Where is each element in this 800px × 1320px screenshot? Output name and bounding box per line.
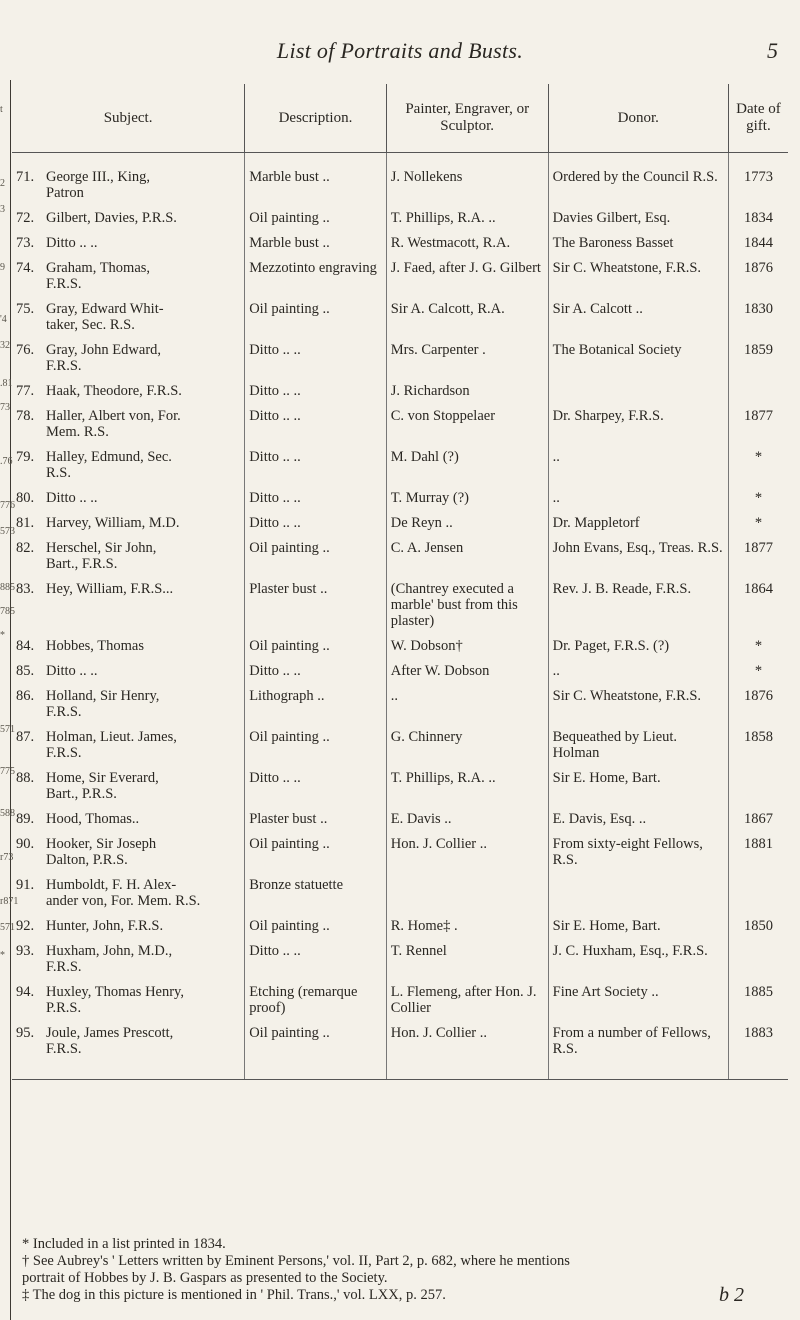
cell-donor: Dr. Mappletorf bbox=[548, 508, 728, 533]
entry-number: 91. bbox=[16, 877, 35, 893]
subject-continuation: Dalton, P.R.S. bbox=[46, 852, 128, 868]
margin-note: 571 bbox=[0, 724, 15, 735]
cell-artist: C. A. Jensen bbox=[386, 533, 548, 574]
cell-date: 1859 bbox=[728, 335, 788, 376]
cell-description: Oil painting .. bbox=[245, 722, 387, 763]
page-number: 5 bbox=[767, 38, 778, 63]
subject-name: Hood, Thomas.. bbox=[46, 811, 140, 827]
cell-donor: .. bbox=[548, 442, 728, 483]
table-row bbox=[12, 203, 788, 228]
cell-date: 1850 bbox=[728, 911, 788, 936]
subject-name: Humboldt, F. H. Alex- bbox=[46, 877, 177, 893]
subject-continuation: taker, Sec. R.S. bbox=[46, 317, 135, 333]
subject-name: Haller, Albert von, For. bbox=[46, 408, 181, 424]
cell-description: Ditto .. .. bbox=[245, 763, 387, 804]
cell-donor: .. bbox=[548, 483, 728, 508]
margin-note: 588 bbox=[0, 808, 15, 819]
table-row bbox=[12, 153, 788, 204]
table-row bbox=[12, 1018, 788, 1080]
margin-note: * bbox=[0, 950, 5, 961]
subject-name: Ditto .. .. bbox=[46, 663, 98, 679]
cell-date: 1834 bbox=[728, 203, 788, 228]
subject-name: Halley, Edmund, Sec. bbox=[46, 449, 172, 465]
cell-date: 1867 bbox=[728, 804, 788, 829]
cell-artist: L. Flemeng, after Hon. J. Collier bbox=[386, 977, 548, 1018]
cell-artist: C. von Stoppelaer bbox=[386, 401, 548, 442]
cell-description: Oil painting .. bbox=[245, 533, 387, 574]
subject-name: Holland, Sir Henry, bbox=[46, 688, 160, 704]
table-row bbox=[12, 763, 788, 804]
margin-note: r871 bbox=[0, 896, 19, 907]
cell-donor: Sir C. Wheatstone, F.R.S. bbox=[548, 253, 728, 294]
cell-date: 1876 bbox=[728, 681, 788, 722]
margin-note: 571 bbox=[0, 922, 15, 933]
subject-name: Holman, Lieut. James, bbox=[46, 729, 177, 745]
cell-description: Oil painting .. bbox=[245, 829, 387, 870]
margin-note: t bbox=[0, 104, 3, 115]
cell-artist: G. Chinnery bbox=[386, 722, 548, 763]
cell-artist: T. Phillips, R.A. .. bbox=[386, 763, 548, 804]
cell-artist: After W. Dobson bbox=[386, 656, 548, 681]
subject-name: Gray, John Edward, bbox=[46, 342, 162, 358]
cell-subject bbox=[12, 253, 245, 294]
cell-subject bbox=[12, 722, 245, 763]
cell-artist: R. Home‡ . bbox=[386, 911, 548, 936]
cell-date: * bbox=[728, 483, 788, 508]
subject-continuation: Bart., F.R.S. bbox=[46, 556, 118, 572]
cell-donor: John Evans, Esq., Treas. R.S. bbox=[548, 533, 728, 574]
footnote-asterisk: * Included in a list printed in 1834. bbox=[22, 1236, 226, 1252]
subject-continuation: F.R.S. bbox=[46, 276, 82, 292]
cell-donor: From sixty-eight Fellows, R.S. bbox=[548, 829, 728, 870]
table-row bbox=[12, 631, 788, 656]
margin-note: 776 bbox=[0, 500, 15, 511]
cell-subject bbox=[12, 442, 245, 483]
cell-subject bbox=[12, 228, 245, 253]
table-row bbox=[12, 574, 788, 631]
cell-subject bbox=[12, 335, 245, 376]
margin-note: 785 bbox=[0, 606, 15, 617]
cell-donor: .. bbox=[548, 656, 728, 681]
signature-mark: b 2 bbox=[719, 1284, 744, 1306]
table-row bbox=[12, 936, 788, 977]
entry-number: 92. bbox=[16, 918, 35, 934]
cell-subject bbox=[12, 681, 245, 722]
cell-subject bbox=[12, 153, 245, 204]
cell-description: Plaster bust .. bbox=[245, 804, 387, 829]
subject-name: George III., King, bbox=[46, 169, 151, 185]
table-row bbox=[12, 253, 788, 294]
subject-name: Ditto .. .. bbox=[46, 235, 98, 251]
cell-date bbox=[728, 763, 788, 804]
table-row bbox=[12, 681, 788, 722]
cell-description: Oil painting .. bbox=[245, 631, 387, 656]
cell-artist: Hon. J. Collier .. bbox=[386, 1018, 548, 1080]
margin-note: 885 bbox=[0, 582, 15, 593]
cell-date: 1844 bbox=[728, 228, 788, 253]
cell-subject bbox=[12, 870, 245, 911]
entry-number: 89. bbox=[16, 811, 35, 827]
cell-subject bbox=[12, 911, 245, 936]
subject-continuation: Bart., P.R.S. bbox=[46, 786, 117, 802]
cell-donor: The Botanical Society bbox=[548, 335, 728, 376]
cell-donor bbox=[548, 376, 728, 401]
cell-date: 1858 bbox=[728, 722, 788, 763]
cell-artist: M. Dahl (?) bbox=[386, 442, 548, 483]
entry-number: 88. bbox=[16, 770, 35, 786]
cell-donor: Dr. Paget, F.R.S. (?) bbox=[548, 631, 728, 656]
entry-number: 90. bbox=[16, 836, 35, 852]
cell-date: 1864 bbox=[728, 574, 788, 631]
entry-number: 74. bbox=[16, 260, 35, 276]
table-row bbox=[12, 804, 788, 829]
cell-artist: Mrs. Carpenter . bbox=[386, 335, 548, 376]
cell-subject bbox=[12, 977, 245, 1018]
header-description: Description. bbox=[245, 84, 387, 153]
cell-donor: J. C. Huxham, Esq., F.R.S. bbox=[548, 936, 728, 977]
header-subject: Subject. bbox=[12, 84, 245, 153]
margin-note: r73 bbox=[0, 852, 14, 863]
footnote-dagger-cont: portrait of Hobbes by J. B. Gaspars as presented to the Society. bbox=[22, 1270, 388, 1286]
entry-number: 72. bbox=[16, 210, 35, 226]
header-donor: Donor. bbox=[548, 84, 728, 153]
cell-artist: Sir A. Calcott, R.A. bbox=[386, 294, 548, 335]
table-row bbox=[12, 442, 788, 483]
cell-date: 1881 bbox=[728, 829, 788, 870]
cell-description: Plaster bust .. bbox=[245, 574, 387, 631]
cell-artist bbox=[386, 870, 548, 911]
table-row bbox=[12, 228, 788, 253]
cell-subject bbox=[12, 804, 245, 829]
table-row bbox=[12, 911, 788, 936]
subject-continuation: F.R.S. bbox=[46, 745, 82, 761]
cell-artist: E. Davis .. bbox=[386, 804, 548, 829]
margin-note: 32 bbox=[0, 340, 10, 351]
subject-name: Huxham, John, M.D., bbox=[46, 943, 173, 959]
entry-number: 87. bbox=[16, 729, 35, 745]
subject-name: Hobbes, Thomas bbox=[46, 638, 145, 654]
cell-date: 1877 bbox=[728, 533, 788, 574]
subject-name: Harvey, William, M.D. bbox=[46, 515, 180, 531]
table-row bbox=[12, 656, 788, 681]
cell-description: Marble bust .. bbox=[245, 228, 387, 253]
cell-artist: J. Nollekens bbox=[386, 153, 548, 204]
cell-subject bbox=[12, 203, 245, 228]
cell-description: Ditto .. .. bbox=[245, 508, 387, 533]
subject-continuation: P.R.S. bbox=[46, 1000, 82, 1016]
entry-number: 94. bbox=[16, 984, 35, 1000]
entry-number: 95. bbox=[16, 1025, 35, 1041]
entry-number: 78. bbox=[16, 408, 35, 424]
cell-subject bbox=[12, 294, 245, 335]
subject-name: Gilbert, Davies, P.R.S. bbox=[46, 210, 177, 226]
cell-artist: .. bbox=[386, 681, 548, 722]
cell-date: 1830 bbox=[728, 294, 788, 335]
cell-description: Etching (remarque proof) bbox=[245, 977, 387, 1018]
portraits-table bbox=[12, 84, 788, 1080]
cell-description: Mezzotinto engraving bbox=[245, 253, 387, 294]
table-row bbox=[12, 722, 788, 763]
cell-subject bbox=[12, 936, 245, 977]
subject-name: Huxley, Thomas Henry, bbox=[46, 984, 184, 1000]
margin-note: '4 bbox=[0, 314, 7, 325]
margin-note: .81 bbox=[0, 378, 13, 389]
entry-number: 85. bbox=[16, 663, 35, 679]
table-row bbox=[12, 829, 788, 870]
cell-description: Oil painting .. bbox=[245, 911, 387, 936]
cell-description: Ditto .. .. bbox=[245, 442, 387, 483]
entry-number: 79. bbox=[16, 449, 35, 465]
margin-note: 73 bbox=[0, 402, 10, 413]
cell-description: Ditto .. .. bbox=[245, 936, 387, 977]
cell-subject bbox=[12, 656, 245, 681]
subject-name: Gray, Edward Whit- bbox=[46, 301, 164, 317]
footnote-double-dagger: ‡ The dog in this picture is mentioned in ' Phil. Trans.,' vol. LXX, p. 257. bbox=[22, 1287, 446, 1303]
subject-continuation: F.R.S. bbox=[46, 704, 82, 720]
table-row bbox=[12, 870, 788, 911]
entry-number: 93. bbox=[16, 943, 35, 959]
table-row bbox=[12, 401, 788, 442]
margin-note: 2 bbox=[0, 178, 5, 189]
cell-date bbox=[728, 936, 788, 977]
subject-name: Hunter, John, F.R.S. bbox=[46, 918, 164, 934]
entry-number: 81. bbox=[16, 515, 35, 531]
cell-subject bbox=[12, 574, 245, 631]
margin-note: 9 bbox=[0, 262, 5, 273]
table-row bbox=[12, 533, 788, 574]
cell-donor: E. Davis, Esq. .. bbox=[548, 804, 728, 829]
entry-number: 77. bbox=[16, 383, 35, 399]
entry-number: 83. bbox=[16, 581, 35, 597]
cell-donor: Rev. J. B. Reade, F.R.S. bbox=[548, 574, 728, 631]
margin-note: 775 bbox=[0, 766, 15, 777]
cell-description: Ditto .. .. bbox=[245, 656, 387, 681]
subject-name: Herschel, Sir John, bbox=[46, 540, 157, 556]
margin-note: 573 bbox=[0, 526, 15, 537]
entry-number: 76. bbox=[16, 342, 35, 358]
table-row bbox=[12, 335, 788, 376]
entry-number: 75. bbox=[16, 301, 35, 317]
entry-number: 71. bbox=[16, 169, 35, 185]
header-artist: Painter, Engraver, or Sculptor. bbox=[386, 84, 548, 153]
cell-date bbox=[728, 376, 788, 401]
subject-continuation: Mem. R.S. bbox=[46, 424, 109, 440]
cell-artist: De Reyn .. bbox=[386, 508, 548, 533]
cell-date: 1885 bbox=[728, 977, 788, 1018]
margin-note: * bbox=[0, 630, 5, 641]
cell-subject bbox=[12, 483, 245, 508]
entry-number: 80. bbox=[16, 490, 35, 506]
cell-date bbox=[728, 870, 788, 911]
subject-continuation: R.S. bbox=[46, 465, 71, 481]
cell-artist: J. Faed, after J. G. Gilbert bbox=[386, 253, 548, 294]
running-title: List of Portraits and Busts. bbox=[276, 38, 524, 63]
cell-description: Ditto .. .. bbox=[245, 376, 387, 401]
cell-subject bbox=[12, 763, 245, 804]
subject-name: Hey, William, F.R.S... bbox=[46, 581, 174, 597]
cell-subject bbox=[12, 829, 245, 870]
cell-date: * bbox=[728, 442, 788, 483]
table-header-row bbox=[12, 84, 788, 153]
cell-subject bbox=[12, 376, 245, 401]
subject-name: Joule, James Prescott, bbox=[46, 1025, 174, 1041]
subject-continuation: F.R.S. bbox=[46, 1041, 82, 1057]
cell-donor: Dr. Sharpey, F.R.S. bbox=[548, 401, 728, 442]
cell-description: Lithograph .. bbox=[245, 681, 387, 722]
cell-donor: Sir E. Home, Bart. bbox=[548, 763, 728, 804]
subject-continuation: Patron bbox=[46, 185, 84, 201]
table-row bbox=[12, 294, 788, 335]
cell-subject bbox=[12, 401, 245, 442]
cell-artist: T. Phillips, R.A. .. bbox=[386, 203, 548, 228]
cell-date: 1877 bbox=[728, 401, 788, 442]
cell-artist: (Chantrey executed a marble' bust from this plaster) bbox=[386, 574, 548, 631]
subject-continuation: F.R.S. bbox=[46, 358, 82, 374]
cell-date: * bbox=[728, 631, 788, 656]
cell-donor: Fine Art Society .. bbox=[548, 977, 728, 1018]
entry-number: 86. bbox=[16, 688, 35, 704]
cell-description: Marble bust .. bbox=[245, 153, 387, 204]
cell-donor: From a number of Fellows, R.S. bbox=[548, 1018, 728, 1080]
margin-note: 3 bbox=[0, 204, 5, 215]
cell-subject bbox=[12, 631, 245, 656]
subject-name: Home, Sir Everard, bbox=[46, 770, 159, 786]
cell-donor: Sir C. Wheatstone, F.R.S. bbox=[548, 681, 728, 722]
margin-note: .76 bbox=[0, 456, 13, 467]
cell-donor: Bequeathed by Lieut. Holman bbox=[548, 722, 728, 763]
table-row bbox=[12, 376, 788, 401]
entry-number: 84. bbox=[16, 638, 35, 654]
cell-subject bbox=[12, 1018, 245, 1080]
table-row bbox=[12, 508, 788, 533]
header-date: Date of gift. bbox=[728, 84, 788, 153]
cell-donor: Sir A. Calcott .. bbox=[548, 294, 728, 335]
cell-donor: Davies Gilbert, Esq. bbox=[548, 203, 728, 228]
subject-continuation: ander von, For. Mem. R.S. bbox=[46, 893, 201, 909]
subject-name: Ditto .. .. bbox=[46, 490, 98, 506]
cell-description: Oil painting .. bbox=[245, 294, 387, 335]
cell-description: Bronze statuette bbox=[245, 870, 387, 911]
cell-artist: T. Rennel bbox=[386, 936, 548, 977]
cell-donor: Ordered by the Council R.S. bbox=[548, 153, 728, 204]
cell-artist: R. Westmacott, R.A. bbox=[386, 228, 548, 253]
cell-date: * bbox=[728, 656, 788, 681]
cell-description: Ditto .. .. bbox=[245, 483, 387, 508]
cell-date: * bbox=[728, 508, 788, 533]
cell-date: 1773 bbox=[728, 153, 788, 204]
cell-description: Ditto .. .. bbox=[245, 401, 387, 442]
footnotes bbox=[22, 1236, 792, 1304]
cell-artist: Hon. J. Collier .. bbox=[386, 829, 548, 870]
cell-date: 1876 bbox=[728, 253, 788, 294]
table-body bbox=[12, 153, 788, 1080]
cell-date: 1883 bbox=[728, 1018, 788, 1080]
entry-number: 82. bbox=[16, 540, 35, 556]
cell-donor bbox=[548, 870, 728, 911]
subject-name: Haak, Theodore, F.R.S. bbox=[46, 383, 182, 399]
cell-donor: Sir E. Home, Bart. bbox=[548, 911, 728, 936]
subject-name: Hooker, Sir Joseph bbox=[46, 836, 157, 852]
subject-name: Graham, Thomas, bbox=[46, 260, 151, 276]
cell-artist: J. Richardson bbox=[386, 376, 548, 401]
cell-subject bbox=[12, 533, 245, 574]
cell-subject bbox=[12, 508, 245, 533]
cell-artist: W. Dobson† bbox=[386, 631, 548, 656]
cell-description: Ditto .. .. bbox=[245, 335, 387, 376]
cell-artist: T. Murray (?) bbox=[386, 483, 548, 508]
entry-number: 73. bbox=[16, 235, 35, 251]
cell-donor: The Baroness Basset bbox=[548, 228, 728, 253]
cell-description: Oil painting .. bbox=[245, 1018, 387, 1080]
cell-description: Oil painting .. bbox=[245, 203, 387, 228]
table-row bbox=[12, 977, 788, 1018]
subject-continuation: F.R.S. bbox=[46, 959, 82, 975]
table-row bbox=[12, 483, 788, 508]
footnote-dagger: † See Aubrey's ' Letters written by Eminent Persons,' vol. II, Part 2, p. 682, where he mentions bbox=[22, 1253, 570, 1269]
